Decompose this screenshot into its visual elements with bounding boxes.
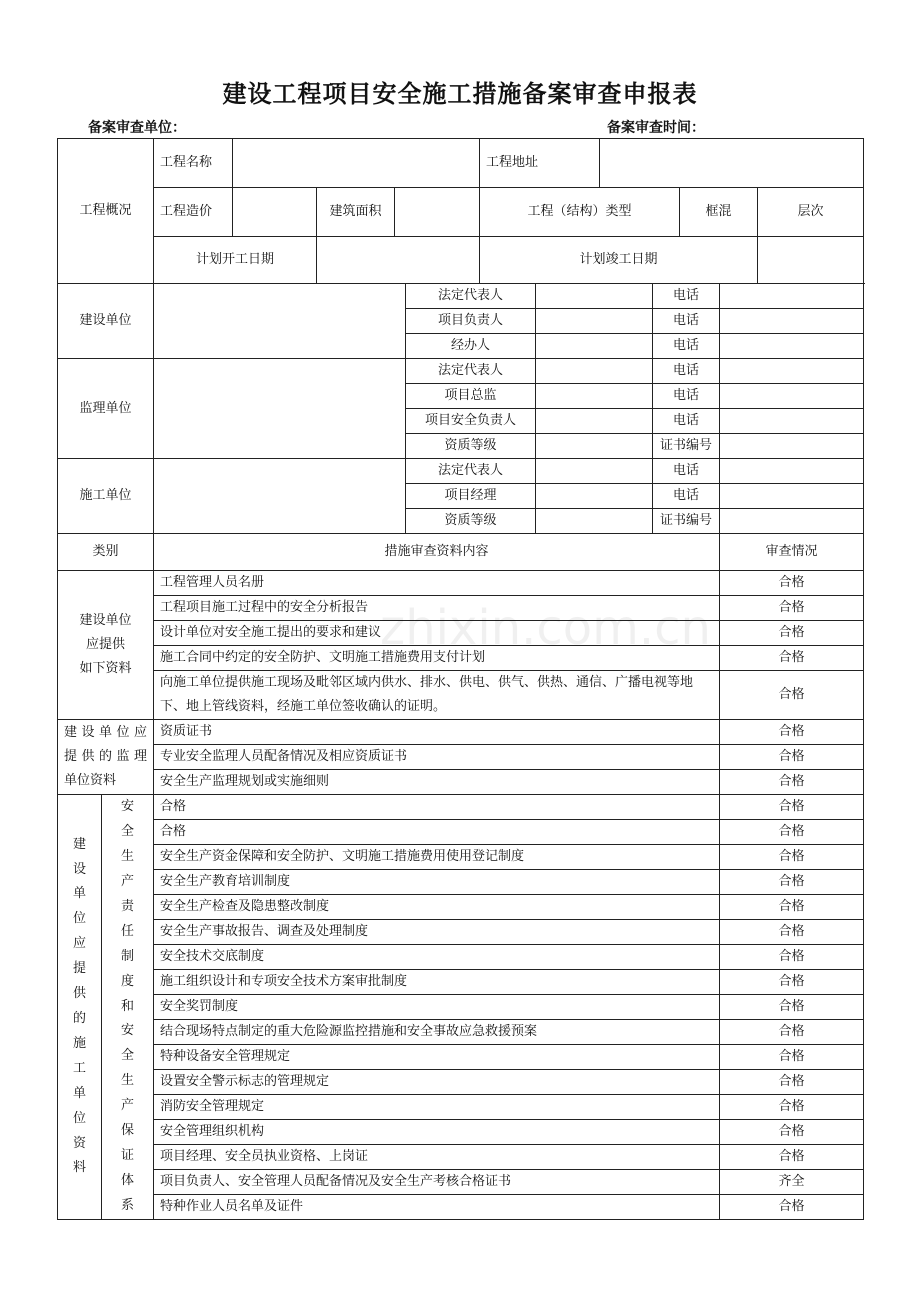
group3-inner-label-text: 安全生产责任制度和安全生产保证体系 [120, 799, 134, 1213]
planned-start-label: 计划开工日期 [154, 237, 317, 284]
review-item-status: 合格 [720, 1120, 864, 1145]
planned-end-value[interactable] [758, 237, 864, 284]
review-item-text: 结合现场特点制定的重大危险源监控措施和安全事故应急救援预案 [154, 1020, 720, 1045]
unit-right-value[interactable] [720, 334, 864, 359]
unit-role-value[interactable] [536, 409, 653, 434]
unit-role-value[interactable] [536, 434, 653, 459]
review-item-status: 齐全 [720, 1170, 864, 1195]
unit-right-value[interactable] [720, 284, 864, 309]
group1-label [58, 571, 154, 720]
content-header: 措施审查资料内容 [154, 534, 720, 571]
building-area-value[interactable] [395, 188, 480, 237]
page-title: 建设工程项目安全施工措施备案审查申报表 [222, 80, 698, 108]
group2-label-line: 提供的监理 [64, 749, 148, 764]
unit-right-value[interactable] [720, 359, 864, 384]
review-item-status: 合格 [720, 870, 864, 895]
review-item-status: 合格 [720, 820, 864, 845]
review-item-text: 安全生产资金保障和安全防护、文明施工措施费用使用登记制度 [154, 845, 720, 870]
review-item-text: 向施工单位提供施工现场及毗邻区域内供水、排水、供电、供气、供热、通信、广播电视等地下、地上管线资料，经施工单位签收确认的证明。 [154, 671, 720, 720]
unit-role-label: 法定代表人 [406, 359, 536, 384]
unit-role-label: 法定代表人 [406, 459, 536, 484]
structure-type-label: 工程（结构）类型 [480, 188, 680, 237]
unit-right-label: 电话 [653, 334, 720, 359]
construct-unit-label: 施工单位 [58, 459, 154, 534]
project-address-label: 工程地址 [480, 139, 600, 188]
unit-right-label: 证书编号 [653, 509, 720, 534]
review-item-text: 工程项目施工过程中的安全分析报告 [154, 596, 720, 621]
unit-right-value[interactable] [720, 384, 864, 409]
review-item-text: 设计单位对安全施工提出的要求和建议 [154, 621, 720, 646]
unit-right-label: 电话 [653, 384, 720, 409]
review-item-text: 资质证书 [154, 720, 720, 745]
group1-label-line: 如下资料 [79, 661, 132, 676]
unit-role-label: 项目总监 [406, 384, 536, 409]
review-unit-label: 备案审查单位： [88, 120, 186, 136]
unit-role-value[interactable] [536, 484, 653, 509]
group3-outer-label-text: 建设单位应提供的施工单位资料 [72, 836, 86, 1176]
unit-right-label: 电话 [653, 459, 720, 484]
structure-type-value: 框混 [680, 188, 758, 237]
unit-right-value[interactable] [720, 509, 864, 534]
unit-right-value[interactable] [720, 409, 864, 434]
floors-label: 层次 [758, 188, 864, 237]
unit-right-value[interactable] [720, 434, 864, 459]
review-item-status: 合格 [720, 720, 864, 745]
review-item-text: 安全生产检查及隐患整改制度 [154, 895, 720, 920]
review-item-status: 合格 [720, 1195, 864, 1220]
unit-role-label: 项目安全负责人 [406, 409, 536, 434]
unit-right-label: 电话 [653, 359, 720, 384]
review-item-text: 施工合同中约定的安全防护、文明施工措施费用支付计划 [154, 646, 720, 671]
review-item-status: 合格 [720, 671, 864, 720]
group2-label-line: 单位资料 [64, 773, 117, 788]
unit-role-label: 法定代表人 [406, 284, 536, 309]
build-unit-label: 建设单位 [58, 284, 154, 359]
review-item-status: 合格 [720, 1095, 864, 1120]
review-table [57, 283, 864, 1220]
unit-right-label: 证书编号 [653, 434, 720, 459]
unit-role-value[interactable] [536, 459, 653, 484]
review-item-status: 合格 [720, 621, 864, 646]
review-item-status: 合格 [720, 1020, 864, 1045]
build-unit-value[interactable] [154, 284, 406, 359]
unit-role-value[interactable] [536, 359, 653, 384]
group2-label-line: 建设单位应 [64, 725, 148, 740]
review-item-text: 合格 [154, 795, 720, 820]
group1-label-line: 建设单位 [79, 613, 132, 628]
review-item-text: 设置安全警示标志的管理规定 [154, 1070, 720, 1095]
review-item-status: 合格 [720, 845, 864, 870]
review-item-status: 合格 [720, 770, 864, 795]
unit-role-label: 项目经理 [406, 484, 536, 509]
review-item-status: 合格 [720, 1045, 864, 1070]
group1-label-line: 应提供 [86, 637, 126, 652]
review-time-label: 备案审查时间： [607, 120, 705, 136]
construct-unit-value[interactable] [154, 459, 406, 534]
review-item-text: 特种作业人员名单及证件 [154, 1195, 720, 1220]
unit-role-label: 资质等级 [406, 434, 536, 459]
review-item-text: 施工组织设计和专项安全技术方案审批制度 [154, 970, 720, 995]
review-item-status: 合格 [720, 995, 864, 1020]
review-item-status: 合格 [720, 795, 864, 820]
review-item-status: 合格 [720, 1145, 864, 1170]
review-item-text: 工程管理人员名册 [154, 571, 720, 596]
unit-role-value[interactable] [536, 309, 653, 334]
unit-right-value[interactable] [720, 484, 864, 509]
supervise-unit-label: 监理单位 [58, 359, 154, 459]
group3-inner-label [102, 795, 154, 1220]
review-item-status: 合格 [720, 1070, 864, 1095]
project-name-label: 工程名称 [154, 139, 233, 188]
watermark: zhixin.com.cn [380, 600, 711, 656]
project-cost-label: 工程造价 [154, 188, 233, 237]
review-item-status: 合格 [720, 646, 864, 671]
overview-table [57, 138, 864, 284]
review-item-text: 安全技术交底制度 [154, 945, 720, 970]
review-item-status: 合格 [720, 920, 864, 945]
review-item-text: 安全奖罚制度 [154, 995, 720, 1020]
review-item-text: 项目负责人、安全管理人员配备情况及安全生产考核合格证书 [154, 1170, 720, 1195]
group3-outer-label [58, 795, 102, 1220]
review-item-text: 项目经理、安全员执业资格、上岗证 [154, 1145, 720, 1170]
planned-end-label: 计划竣工日期 [480, 237, 758, 284]
group2-label [58, 720, 154, 795]
review-item-text: 合格 [154, 820, 720, 845]
unit-role-value[interactable] [536, 509, 653, 534]
supervise-unit-value[interactable] [154, 359, 406, 459]
unit-right-label: 电话 [653, 284, 720, 309]
unit-right-label: 电话 [653, 309, 720, 334]
category-header: 类别 [58, 534, 154, 571]
review-item-text: 安全管理组织机构 [154, 1120, 720, 1145]
unit-role-value[interactable] [536, 334, 653, 359]
review-item-status: 合格 [720, 895, 864, 920]
unit-right-value[interactable] [720, 459, 864, 484]
review-item-text: 消防安全管理规定 [154, 1095, 720, 1120]
status-header: 审查情况 [720, 534, 864, 571]
review-item-status: 合格 [720, 571, 864, 596]
unit-role-value[interactable] [536, 284, 653, 309]
unit-role-label: 资质等级 [406, 509, 536, 534]
review-item-status: 合格 [720, 945, 864, 970]
project-name-value[interactable] [233, 139, 480, 188]
building-area-label: 建筑面积 [317, 188, 395, 237]
overview-section-label: 工程概况 [58, 139, 154, 284]
review-item-status: 合格 [720, 970, 864, 995]
review-item-text: 安全生产教育培训制度 [154, 870, 720, 895]
unit-role-label: 项目负责人 [406, 309, 536, 334]
project-address-value[interactable] [600, 139, 864, 188]
planned-start-value[interactable] [317, 237, 480, 284]
review-item-text: 特种设备安全管理规定 [154, 1045, 720, 1070]
unit-right-label: 电话 [653, 409, 720, 434]
unit-right-label: 电话 [653, 484, 720, 509]
review-item-text: 安全生产监理规划或实施细则 [154, 770, 720, 795]
review-item-text: 专业安全监理人员配备情况及相应资质证书 [154, 745, 720, 770]
unit-right-value[interactable] [720, 309, 864, 334]
review-item-status: 合格 [720, 745, 864, 770]
review-item-status: 合格 [720, 596, 864, 621]
review-item-text: 安全生产事故报告、调查及处理制度 [154, 920, 720, 945]
unit-role-value[interactable] [536, 384, 653, 409]
project-cost-value[interactable] [233, 188, 317, 237]
unit-role-label: 经办人 [406, 334, 536, 359]
